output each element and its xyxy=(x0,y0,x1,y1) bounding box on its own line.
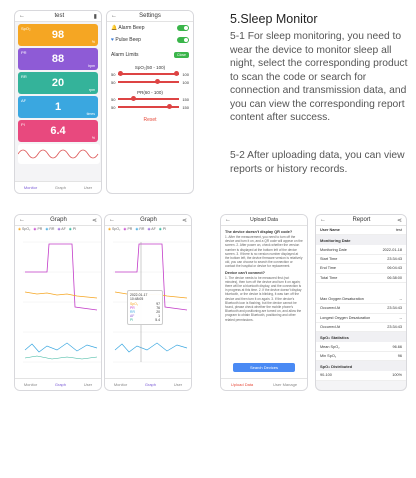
report-row-value: 23:34:43 xyxy=(387,325,402,330)
report-row-value: -- xyxy=(399,315,402,320)
tooltip-time: 2022-01-17 10:48:05 xyxy=(130,293,148,301)
help-a2: 1. The device needs to be measured first (not minutes), then turn off the device and turn it on again; there will be a bluetooth display, and the connection is in progress at this time. 2. If the device doesn't display bluetooth, or the device is blinking, it was turn off the device and then turn it on again. 3. If the device's Bluetooth icon is flashing, but the device cannot be found, please check whether the mobile phone's Bluetooth and positioning are turned on, and allow the program to obtain Bluetooth, positioning and other related permissions. xyxy=(225,275,302,322)
share-icon[interactable]: ⋖ xyxy=(396,217,402,224)
graph2-header xyxy=(105,215,191,226)
help-a1: 1. After the measurement, you need to turn off the device and turn it on, and a QR code will appear on the screen. 2. After power on, check whether the version number is displayed at the bottom left of the device screen. 3. If there is no version number displayed at the bottom left, the device firmware version is relatively old, you can choose to search the connection or contact the hospital or device for replacement. xyxy=(225,235,303,269)
report-row xyxy=(316,255,406,264)
alarm-limits-row xyxy=(107,49,193,61)
pr-min-2: 50 xyxy=(111,104,116,110)
graph1-pi-line xyxy=(25,356,97,359)
graph-screen-1 xyxy=(14,214,102,391)
back-arrow-icon[interactable]: ← xyxy=(19,217,25,223)
legend-item[interactable] xyxy=(159,227,166,231)
metric-unit: rpm xyxy=(88,88,95,92)
report-row-label: Min SpO₂ xyxy=(320,353,337,358)
spo2-max: 100 xyxy=(182,71,189,77)
tooltip-value: 20 xyxy=(156,310,160,314)
legend-item[interactable] xyxy=(57,227,65,231)
nav-graph[interactable]: Graph xyxy=(54,185,66,190)
back-arrow-icon[interactable]: ← xyxy=(111,13,117,19)
metric-card xyxy=(18,24,98,46)
report-row-label: 90-100 xyxy=(320,373,332,378)
legend-label: PR xyxy=(127,227,133,231)
report-row-value: 23:34:43 xyxy=(387,306,402,311)
legend-item[interactable] xyxy=(135,227,144,231)
graph1-title: Graph xyxy=(50,217,67,223)
report-row-value: 06:04:43 xyxy=(387,266,402,271)
nav-graph[interactable]: Graph xyxy=(144,382,156,387)
metric-unit: bpm xyxy=(88,64,95,68)
monitoring-section: Monitoring Date xyxy=(316,235,406,245)
legend-swatch: ◉ xyxy=(158,227,162,231)
pr-max: 150 xyxy=(182,96,189,102)
upload-header xyxy=(221,215,307,226)
spo2-slider-2[interactable] xyxy=(107,78,193,86)
graph2-tooltip xyxy=(127,290,163,325)
nav-user[interactable]: User xyxy=(83,382,93,387)
metric-label: PI xyxy=(21,122,25,127)
legend-item[interactable] xyxy=(123,227,132,231)
legend-item[interactable] xyxy=(108,227,120,231)
metric-value: 20 xyxy=(51,77,65,89)
report-row-label: Max Oxygen Desaturation xyxy=(320,297,364,302)
share-icon[interactable]: ⋖ xyxy=(91,217,97,224)
legend-item[interactable] xyxy=(45,227,54,231)
graph1-header xyxy=(15,215,101,226)
report-row xyxy=(316,342,406,351)
legend-label: RR xyxy=(49,227,55,231)
section-paragraph-2: 5-2 After uploading data, you can view reports or history records. xyxy=(230,150,405,175)
battery-icon: ▮ xyxy=(93,13,97,20)
pleth-waveform xyxy=(18,144,100,164)
report-row-value: 100% xyxy=(392,373,402,378)
search-devices-button[interactable]: Search Devices xyxy=(233,363,295,372)
graph2-rr-line xyxy=(115,343,187,352)
report-rows-desat xyxy=(316,295,406,333)
metric-unit: % xyxy=(91,40,95,44)
legend-label: SpO₂ xyxy=(22,227,31,231)
report-screen xyxy=(315,214,407,391)
report-row-label: Occurred At xyxy=(320,306,341,311)
metric-value: 98 xyxy=(51,29,65,41)
pulse-beep-row xyxy=(107,34,193,46)
upload-screen xyxy=(220,214,308,391)
spo2-section: SpO₂ Statistics xyxy=(316,332,406,342)
tooltip-key: SpO₂ xyxy=(130,302,139,306)
back-arrow-icon[interactable]: ← xyxy=(225,217,231,223)
monitor-title: test xyxy=(54,13,65,19)
report-row-value: 2022-01-18 xyxy=(382,247,402,252)
nav-monitor[interactable]: Monitor xyxy=(23,382,38,387)
back-arrow-icon[interactable]: ← xyxy=(109,217,115,223)
graph1-bottom-nav xyxy=(15,378,101,390)
alarm-beep-toggle[interactable] xyxy=(177,25,189,31)
spo2-min: 50 xyxy=(111,71,116,77)
dist-section: SpO₂ Distributed xyxy=(316,361,406,371)
nav-user[interactable]: User xyxy=(83,185,93,190)
legend-label: SpO₂ xyxy=(112,227,121,231)
alarm-icon: 🔔 xyxy=(111,25,118,31)
metric-card xyxy=(18,72,98,94)
legend-label: RR xyxy=(139,227,145,231)
graph1-plot xyxy=(17,232,101,372)
legend-swatch: ◉ xyxy=(135,227,139,231)
legend-item[interactable] xyxy=(69,227,76,231)
settings-title: Settings xyxy=(139,13,161,19)
report-rows-time xyxy=(316,245,406,283)
metric-value: 6.4 xyxy=(50,125,66,137)
reset-button[interactable]: Reset xyxy=(143,117,157,123)
nav-upload-data[interactable]: Upload Data xyxy=(230,382,254,387)
metric-card xyxy=(18,48,98,70)
legend-label: AF xyxy=(61,227,66,231)
section-paragraph-1: 5-1 For sleep monitoring, you need to wear the device to monitor sleep all night, select the corresponding product to scan the code or search for connection and transmission data, and you can view the corresponding report content after success. xyxy=(230,31,408,123)
report-row-label: Occurred At xyxy=(320,325,341,330)
legend-label: PI xyxy=(162,227,167,231)
spo2-min-2: 50 xyxy=(111,79,116,85)
tooltip-key: PI xyxy=(130,318,134,322)
tooltip-key: RR xyxy=(130,310,135,314)
legend-swatch: ◉ xyxy=(57,227,61,231)
report-row-value: 06:38:00 xyxy=(387,275,402,280)
report-row xyxy=(316,323,406,332)
upload-help xyxy=(221,226,307,324)
spo2-slider[interactable] xyxy=(107,70,193,78)
metric-label: AF xyxy=(21,98,27,103)
report-row xyxy=(316,314,406,323)
report-rows-spo2 xyxy=(316,342,406,361)
tooltip-value: 1 xyxy=(158,314,160,318)
pr-range-label: PR(60 - 100) xyxy=(137,90,163,95)
report-row-value: 23:34:43 xyxy=(387,256,402,261)
monitor-header xyxy=(15,11,101,22)
graph1-rr-line xyxy=(25,343,97,352)
report-user-row xyxy=(316,226,406,235)
metric-unit: % xyxy=(91,136,95,140)
metric-value: 1 xyxy=(54,101,62,113)
metric-label: RR xyxy=(21,74,27,79)
report-title: Report xyxy=(352,217,371,223)
share-icon[interactable]: ⋖ xyxy=(181,217,187,224)
upload-title: Upload Data xyxy=(250,217,278,223)
report-row xyxy=(316,245,406,254)
monitor-bottom-nav xyxy=(15,181,101,193)
back-arrow-icon[interactable]: ← xyxy=(19,13,25,19)
legend-swatch: ◉ xyxy=(18,227,22,231)
report-header xyxy=(316,215,406,226)
pr-slider-2[interactable] xyxy=(107,103,193,111)
back-arrow-icon[interactable]: ← xyxy=(320,217,326,223)
section-heading: 5.Sleep Monitor xyxy=(230,12,318,26)
metric-label: PR xyxy=(21,50,27,55)
pulse-icon: ♥ xyxy=(111,37,114,43)
settings-screen xyxy=(106,10,194,194)
metric-card xyxy=(18,96,98,118)
user-name-value: test xyxy=(395,228,402,233)
metric-card xyxy=(18,120,98,142)
alarm-limits-label: Alarm Limits xyxy=(111,52,139,58)
user-name-label: User Name xyxy=(320,228,340,233)
tooltip-key: AF xyxy=(130,314,135,318)
report-row-value: 96.66 xyxy=(392,344,402,349)
report-row-label: Longest Oxygen Desaturation xyxy=(320,315,371,320)
nav-user-manage[interactable]: User Manage xyxy=(273,382,298,387)
pr-slider[interactable] xyxy=(107,95,193,103)
upload-bottom-nav xyxy=(221,378,307,390)
report-row-label: Monitoring Date xyxy=(320,247,347,252)
alarm-beep-row xyxy=(107,22,193,34)
report-row-value: -- xyxy=(399,297,402,302)
tooltip-value: 5.4 xyxy=(155,318,160,322)
report-row xyxy=(316,264,406,273)
alarm-limits-button[interactable]: Close xyxy=(174,52,189,58)
help-q2: Device can't connect? xyxy=(225,270,265,275)
report-rows-dist xyxy=(316,371,406,380)
settings-header xyxy=(107,11,193,22)
monitor-cards xyxy=(15,24,101,142)
pulse-beep-label: Pulse Beep xyxy=(115,37,141,43)
report-row xyxy=(316,295,406,304)
legend-swatch: ◉ xyxy=(108,227,112,231)
legend-label: PR xyxy=(37,227,43,231)
nav-graph[interactable]: Graph xyxy=(54,382,66,387)
nav-monitor[interactable]: Monitor xyxy=(113,382,128,387)
alarm-beep-label: Alarm Beep xyxy=(118,25,145,31)
tooltip-key: PR xyxy=(130,306,135,310)
graph2-bottom-nav xyxy=(105,378,191,390)
tooltip-row xyxy=(130,318,160,322)
spo2-range-label: SpO₂(50 - 100) xyxy=(134,65,166,70)
pulse-beep-toggle[interactable] xyxy=(177,37,189,43)
report-row xyxy=(316,371,406,380)
graph-screen-2 xyxy=(104,214,192,391)
legend-swatch: ◉ xyxy=(123,227,127,231)
nav-monitor[interactable]: Monitor xyxy=(23,185,38,190)
report-row xyxy=(316,352,406,361)
help-q1: The device doesn't display QR code? xyxy=(225,230,293,234)
report-row-label: Total Time xyxy=(320,275,338,280)
report-row-label: End Time xyxy=(320,266,337,271)
tooltip-value: 97 xyxy=(156,302,160,306)
metric-unit: times xyxy=(86,112,95,116)
report-row xyxy=(316,274,406,283)
legend-swatch: ◉ xyxy=(45,227,49,231)
report-row-value: 96 xyxy=(397,353,402,358)
spo2-max-2: 100 xyxy=(182,79,189,85)
legend-item[interactable] xyxy=(33,227,42,231)
nav-user[interactable]: User xyxy=(173,382,183,387)
legend-label: PI xyxy=(72,227,77,231)
graph1-pr-line xyxy=(25,244,97,310)
tooltip-value: 76 xyxy=(156,306,160,310)
metric-value: 88 xyxy=(51,53,65,65)
report-row-label: Mean SpO₂ xyxy=(320,344,340,349)
report-row-label: Start Time xyxy=(320,256,338,261)
legend-item[interactable] xyxy=(18,227,30,231)
legend-swatch: ◉ xyxy=(68,227,72,231)
monitor-screen xyxy=(14,10,102,194)
pr-max-2: 150 xyxy=(182,104,189,110)
graph1-spo2-line xyxy=(25,292,97,298)
metric-label: SpO₂ xyxy=(21,26,31,31)
legend-swatch: ◉ xyxy=(147,227,151,231)
report-row xyxy=(316,304,406,313)
legend-swatch: ◉ xyxy=(33,227,37,231)
pr-min: 50 xyxy=(111,96,116,102)
graph2-title: Graph xyxy=(140,217,157,223)
legend-label: AF xyxy=(151,227,156,231)
legend-item[interactable] xyxy=(147,227,155,231)
